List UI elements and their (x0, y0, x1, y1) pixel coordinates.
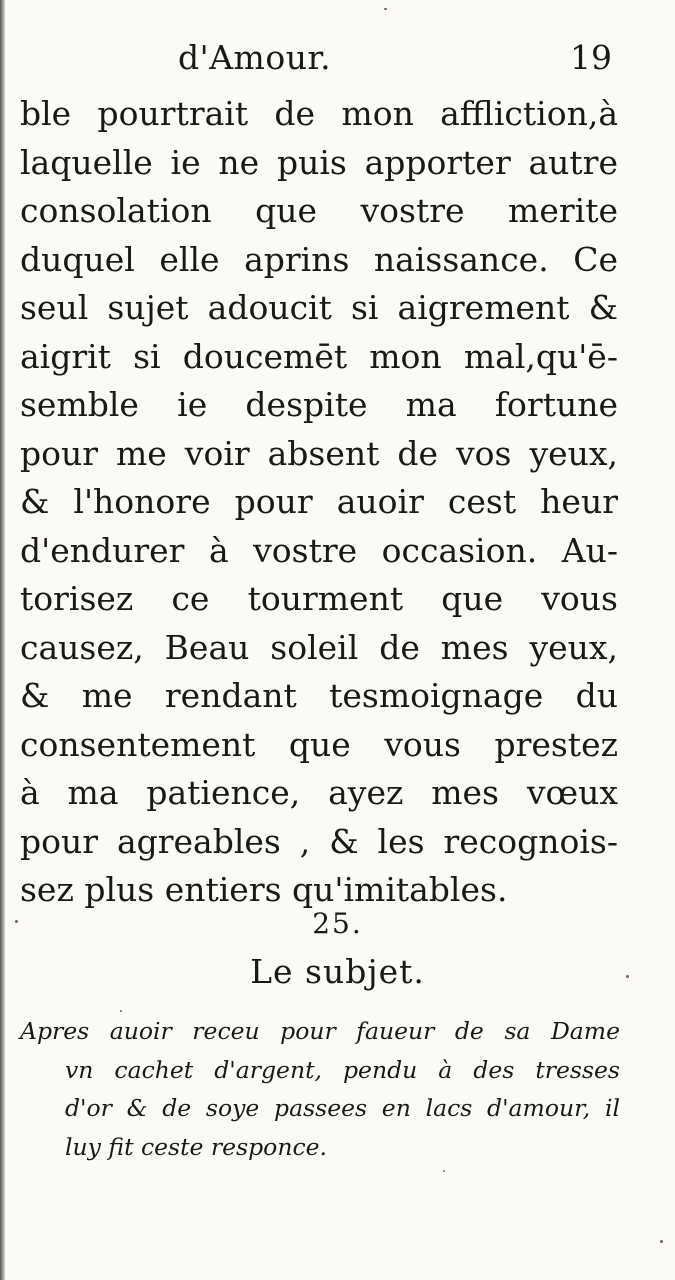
body-line: & l'honore pour auoir cest heur (20, 482, 618, 521)
paper-speck (120, 1010, 122, 1012)
body-line: ble pourtrait de mon affliction,à (20, 94, 618, 133)
body-line: à ma patience, ayez mes vœux (20, 773, 618, 812)
body-line: pour agreables , & les recognois- (20, 821, 618, 861)
body-line: d'endurer à vostre occasion. Au- (20, 530, 618, 570)
note-line: luy fit ceste responce. (65, 1132, 327, 1161)
section-heading: Le subjet. (250, 952, 425, 991)
body-line: laquelle ie ne puis apporter autre (20, 142, 618, 182)
paper-speck (626, 975, 629, 978)
subject-note (20, 1012, 620, 1166)
body-line: torisez ce tourment que vous (20, 579, 618, 618)
body-text (20, 91, 620, 916)
paper-speck (384, 8, 387, 10)
paper-speck (660, 1240, 663, 1243)
body-line: & me rendant tesmoignage du (20, 676, 618, 715)
body-line: sez plus entiers qu'imitables. (20, 870, 508, 909)
paper-speck (15, 920, 18, 923)
body-line: seul sujet adoucit si aigrement & (20, 288, 618, 327)
paper-speck (443, 1170, 445, 1172)
body-line: consentement que vous prestez (20, 724, 618, 764)
body-line: semble ie despite ma fortune (20, 385, 618, 424)
section-number: 25. (312, 907, 363, 940)
note-line: vn cachet d'argent, pendu à des tresses (65, 1055, 620, 1084)
body-line: pour me voir absent de vos yeux, (20, 433, 618, 473)
page-number: 19 (570, 38, 612, 77)
body-line: duquel elle aprins naissance. Ce (20, 239, 618, 279)
note-line: d'or & de soye passees en lacs d'amour, il (65, 1094, 620, 1122)
page-spine-edge (0, 0, 5, 1280)
body-line: consolation que vostre merite (20, 191, 618, 230)
running-title: d'Amour. (178, 38, 332, 77)
body-line: aigrit si doucemēt mon mal,qu'ē- (20, 336, 618, 376)
note-line: Apres auoir receu pour faueur de sa Dame (20, 1017, 620, 1045)
body-line: causez, Beau soleil de mes yeux, (20, 627, 618, 667)
